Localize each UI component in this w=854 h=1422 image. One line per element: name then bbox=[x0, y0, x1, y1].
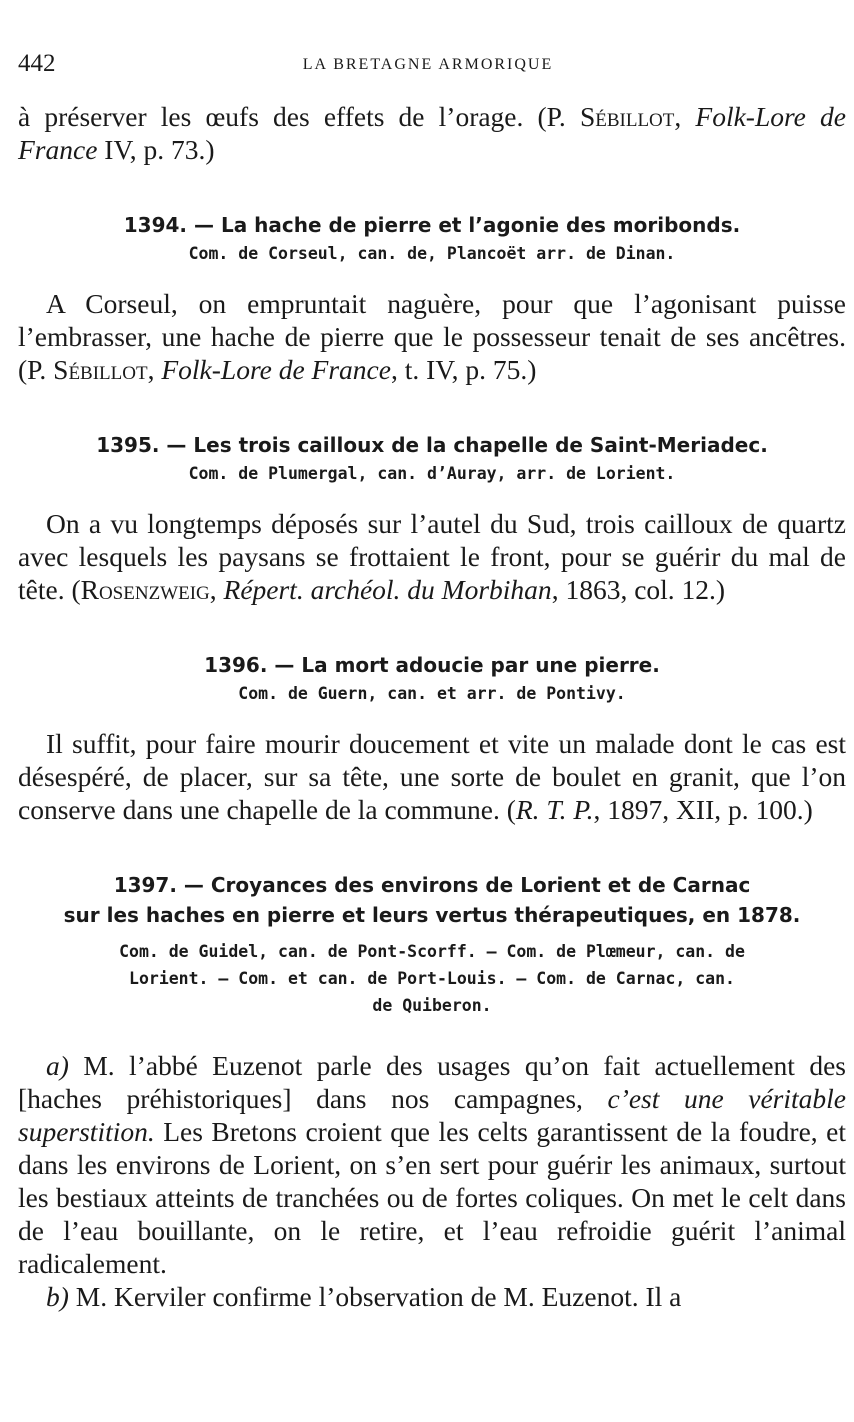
entry-1397-location-line-1: Com. de Guidel, can. de Pont-Scorff. — Com. de Plœmeur, can. de bbox=[119, 942, 745, 961]
intro-paragraph bbox=[18, 100, 846, 166]
entry-1394-text: A Corseul, on empruntait naguère, pour que l’agonisant puisse l’embrasser, une hache de pierre que le possesseur tenait de ses ancêtres. (P. bbox=[18, 288, 846, 385]
entry-1396-location: Com. de Guern, can. et arr. de Pontivy. bbox=[238, 684, 626, 703]
entry-1395-location: Com. de Plumergal, can. d’Auray, arr. de Lorient. bbox=[188, 464, 676, 483]
entry-1397-b-label: b) bbox=[46, 1281, 69, 1312]
entry-1395-rest: , 1863, col. 12.) bbox=[551, 574, 726, 605]
intro-rest: IV, p. 73.) bbox=[97, 134, 215, 165]
entry-1397-location-line-2: Lorient. — Com. et can. de Port-Louis. — Com. de Carnac, can. bbox=[129, 969, 735, 988]
running-title: LA BRETAGNE ARMORIQUE bbox=[302, 56, 554, 73]
entry-1394-rest: , t. IV, p. 75.) bbox=[390, 354, 537, 385]
entry-1395-author: Rosenzweig bbox=[80, 574, 210, 605]
entry-1395-title: 1395. — Les trois cailloux de la chapelle de Saint-Meriadec. bbox=[96, 433, 768, 457]
entry-1397-a-text-1: M. l’abbé Euzenot parle des usages qu’on fait actuellement des [haches préhistoriques] dans nos campagnes, bbox=[18, 1050, 846, 1114]
entry-1394-location: Com. de Corseul, can. de, Plancoët arr. de Dinan. bbox=[188, 244, 676, 263]
entry-1397-b-text: M. Kerviler confirme l’observation de M. Euzenot. Il a bbox=[68, 1281, 682, 1312]
entry-1397-a-label: a) bbox=[46, 1050, 69, 1081]
entry-1397-paragraph-b bbox=[18, 1280, 846, 1313]
entry-1397-title-line-1: 1397. — Croyances des environs de Lorient et de Carnac bbox=[113, 873, 751, 897]
entry-1396-text: Il suffit, pour faire mourir doucement et vite un malade dont le cas est désespéré, de placer, sur sa tête, une sorte de boulet en granit, que l’on conserve dans une chapelle de la commune. ( bbox=[18, 728, 846, 825]
intro-work: Folk-Lore de France bbox=[18, 101, 846, 165]
entry-1396-paragraph bbox=[18, 727, 846, 826]
intro-text: à préserver les œufs des effets de l’orage. (P. bbox=[18, 101, 580, 132]
entry-1394-paragraph bbox=[18, 287, 846, 386]
entry-1395-text: On a vu longtemps déposés sur l’autel du Sud, trois cailloux de quartz avec lesquels les paysans se frottaient le front, pour se guérir du mal de tête. ( bbox=[18, 508, 846, 605]
page-body bbox=[18, 100, 846, 1313]
entry-1394-work: Folk-Lore de France bbox=[161, 354, 391, 385]
entry-1394-author: Sébillot bbox=[53, 354, 148, 385]
entry-1394-sep: , bbox=[147, 354, 162, 385]
entry-1397-a-text-2: Les Bretons croient que les celts garantissent de la foudre, et dans les environs de Lorient, on s’en sert pour guérir les animaux, surtout les bestiaux atteints de tranchées ou de fortes coliques. On met le celt dans de l’eau bouillante, on le retire, et l’eau refroidie guérit l’animal radicalement. bbox=[18, 1116, 846, 1279]
entry-1395-paragraph bbox=[18, 507, 846, 606]
page-number: 442 bbox=[18, 50, 56, 77]
entry-1396-work: R. T. P. bbox=[515, 794, 594, 825]
entry-1396-rest: , 1897, XII, p. 100.) bbox=[593, 794, 813, 825]
entry-1395-work: Répert. archéol. du Morbihan bbox=[223, 574, 552, 605]
entry-1395-sep: , bbox=[209, 574, 224, 605]
entry-1397-paragraph-a bbox=[18, 1049, 846, 1280]
intro-author: Sébillot bbox=[579, 101, 675, 132]
entry-1396-title: 1396. — La mort adoucie par une pierre. bbox=[204, 653, 660, 677]
intro-sep: , bbox=[674, 101, 696, 132]
entry-1397-title-line-2: sur les haches en pierre et leurs vertus thérapeutiques, en 1878. bbox=[63, 903, 801, 927]
page-header bbox=[18, 50, 838, 80]
entry-1394-title: 1394. — La hache de pierre et l’agonie des moribonds. bbox=[123, 213, 741, 237]
entry-1397-a-italic: c’est une véritable superstition. bbox=[18, 1083, 846, 1147]
entry-1397-location-line-3: de Quiberon. bbox=[372, 996, 492, 1015]
